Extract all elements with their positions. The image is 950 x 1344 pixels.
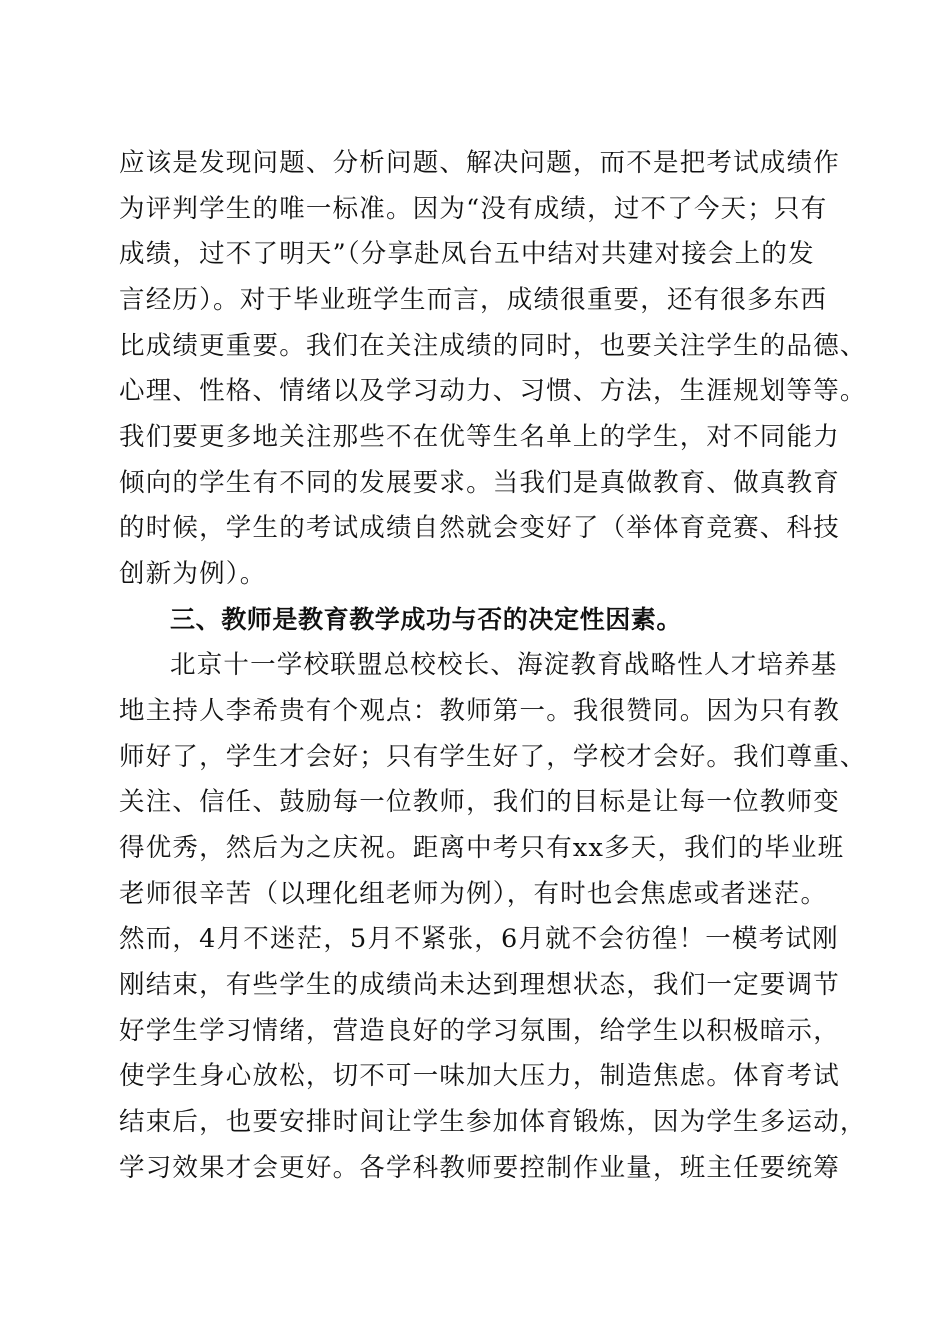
- paragraph-line: 学习效果才会更好。各学科教师要控制作业量，班主任要统筹: [119, 1153, 840, 1183]
- paragraph-line: 我们要更多地关注那些不在优等生名单上的学生，对不同能力: [119, 422, 840, 452]
- paragraph-line: 心理、性格、情绪以及学习动力、习惯、方法，生涯规划等等。: [119, 376, 867, 406]
- paragraph-line: 结束后，也要安排时间让学生参加体育锻炼，因为学生多运动，: [119, 1107, 867, 1137]
- paragraph-line: 倾向的学生有不同的发展要求。当我们是真做教育、做真教育: [119, 468, 840, 498]
- paragraph-line: 为评判学生的唯一标准。因为“没有成绩，过不了今天；只有: [119, 194, 828, 224]
- section-heading: 三、教师是教育教学成功与否的决定性因素。: [170, 605, 683, 634]
- paragraph-line: 创新为例）。: [119, 559, 267, 589]
- paragraph-line: 师好了，学生才会好；只有学生好了，学校才会好。我们尊重、: [119, 742, 867, 772]
- paragraph-line: 言经历）。对于毕业班学生而言，成绩很重要，还有很多东西: [119, 285, 828, 315]
- paragraph-line: 然而，4月不迷茫，5月不紧张，6月就不会彷徨！一模考试刚: [119, 924, 839, 954]
- paragraph-line: 的时候，学生的考试成绩自然就会变好了（举体育竞赛、科技: [119, 513, 840, 543]
- paragraph-line: 成绩，过不了明天”（分享赴凤台五中结对共建对接会上的发: [119, 239, 815, 269]
- paragraph-line: 北京十一学校联盟总校校长、海淀教育战略性人才培养基: [170, 650, 838, 680]
- paragraph-line: 好学生学习情绪，营造良好的学习氛围，给学生以积极暗示，: [119, 1016, 840, 1046]
- paragraph-line: 地主持人李希贵有个观点：教师第一。我很赞同。因为只有教: [119, 696, 840, 726]
- paragraph-line: 应该是发现问题、分析问题、解决问题，而不是把考试成绩作: [119, 148, 840, 178]
- paragraph-line: 得优秀，然后为之庆祝。距离中考只有xx多天，我们的毕业班: [119, 833, 845, 863]
- paragraph-line: 老师很辛苦（以理化组老师为例），有时也会焦虑或者迷茫。: [119, 879, 828, 909]
- paragraph-line: 比成绩更重要。我们在关注成绩的同时，也要关注学生的品德、: [119, 331, 867, 361]
- paragraph-line: 刚结束，有些学生的成绩尚未达到理想状态，我们一定要调节: [119, 970, 840, 1000]
- paragraph-line: 关注、信任、鼓励每一位教师，我们的目标是让每一位教师变: [119, 787, 840, 817]
- paragraph-line: 使学生身心放松，切不可一味加大压力，制造焦虑。体育考试: [119, 1061, 840, 1091]
